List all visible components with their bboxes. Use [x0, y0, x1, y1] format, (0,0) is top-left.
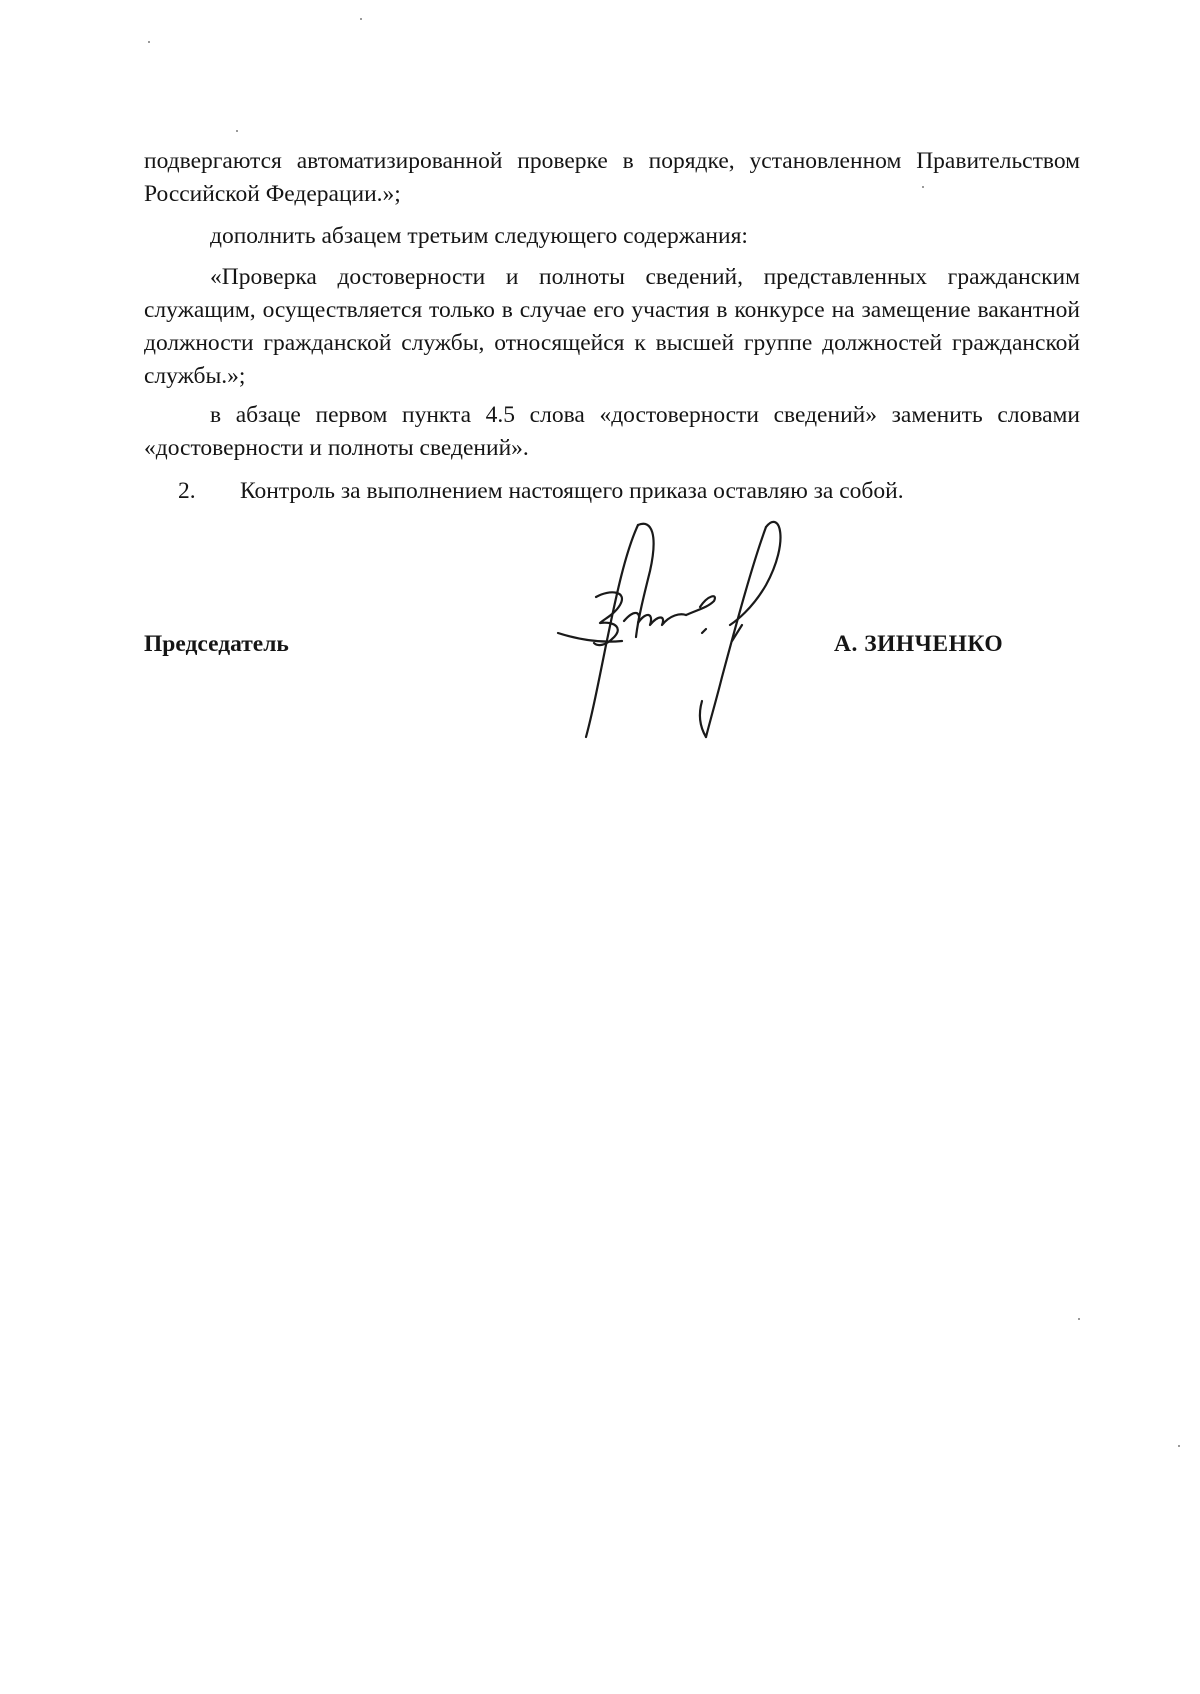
- numbered-item-2: [178, 475, 904, 508]
- scan-speck: [236, 130, 238, 132]
- handwritten-signature: [540, 515, 800, 745]
- signatory-role: Председатель: [144, 631, 289, 657]
- paragraph-replace-words: в абзаце первом пункта 4.5 слова «достоверности сведений» заменить словами «достоверности и полноты сведений».: [144, 402, 1080, 461]
- scan-speck: [360, 18, 362, 20]
- paragraph-add-third: дополнить абзацем третьим следующего содержания:: [210, 223, 748, 249]
- signatory-name: А. ЗИНЧЕНКО: [834, 631, 1004, 657]
- paragraph-quoted-text: «Проверка достоверности и полноты сведений, представленных гражданским служащим, осуществляется только в случае его участия в конкурсе на замещение вакантной должности гражданской службы, относящейся к высшей группе должностей гражданской службы.»;: [144, 264, 1080, 389]
- scan-speck: [922, 186, 924, 188]
- paragraph-continuation: подвергаются автоматизированной проверке в порядке, установленном Правительством Российской Федерации.»;: [144, 148, 1080, 207]
- scan-speck: [1178, 1445, 1180, 1447]
- item-text: Контроль за выполнением настоящего приказа оставляю за собой.: [240, 478, 904, 504]
- item-number: 2.: [178, 478, 196, 504]
- scan-speck: [148, 41, 150, 43]
- scan-speck: [1078, 1318, 1080, 1320]
